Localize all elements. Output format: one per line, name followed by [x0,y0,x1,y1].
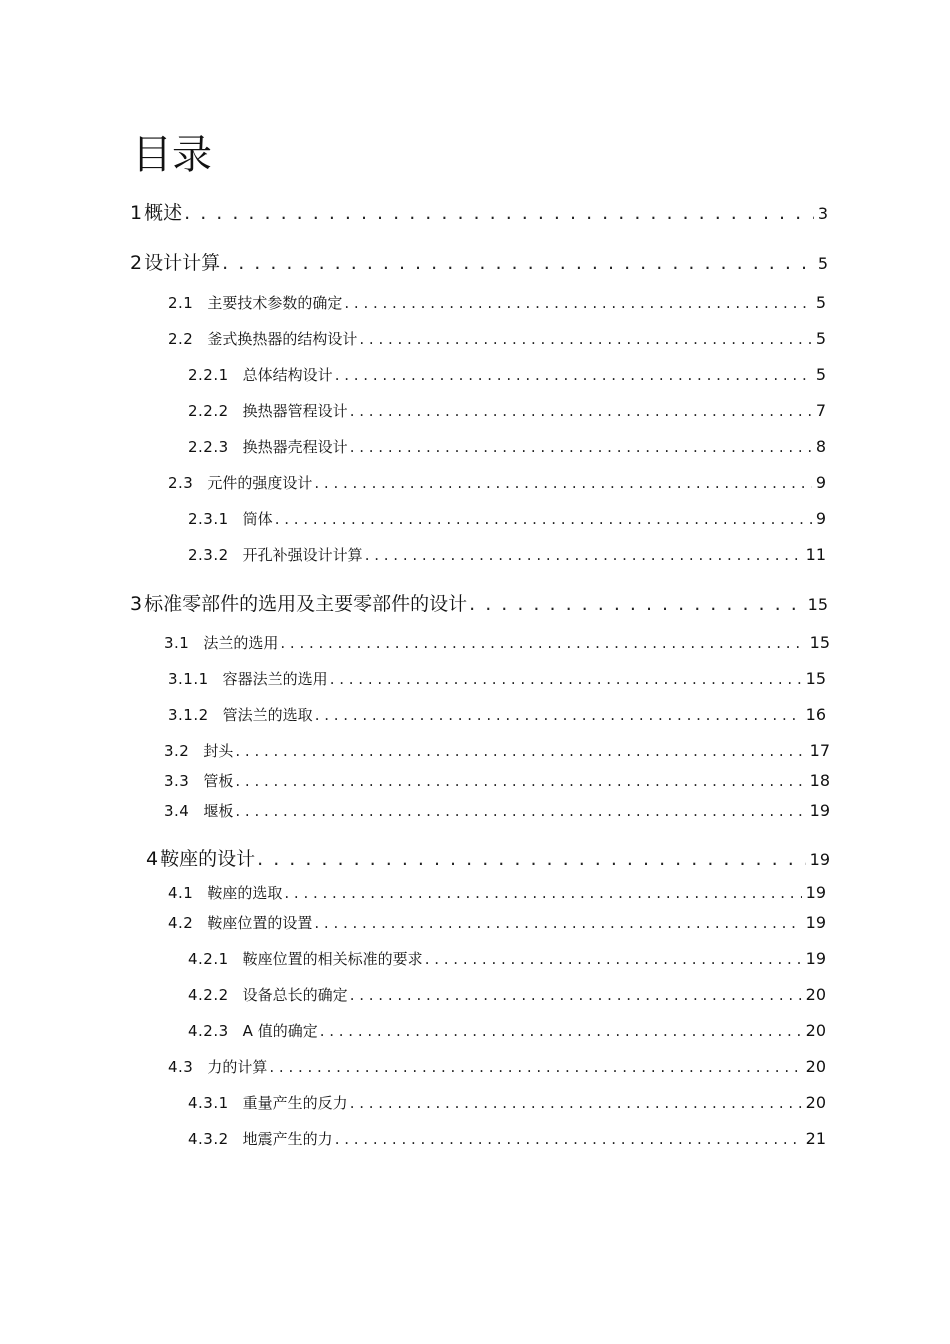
toc-entry-number: 4.2.1 [188,950,229,968]
toc-entry-page: 19 [805,949,826,968]
toc-dot-leader [222,252,814,274]
toc-entry-number: 2.1 [168,294,194,312]
toc-entry-page: 19 [805,883,826,902]
toc-dot-leader [314,914,801,932]
toc-entry[interactable] [188,364,826,385]
toc-entry-page: 19 [809,850,830,869]
toc-entry-page: 3 [817,204,828,223]
toc-entry-page: 18 [809,771,830,790]
toc-entry-label: 重量产生的反力 [242,1094,348,1112]
toc-entry-page: 5 [815,329,826,348]
toc-entry-page: 21 [805,1129,826,1148]
toc-entry-number: 4.1 [168,884,194,902]
toc-entry-page: 15 [805,669,826,688]
toc-dot-leader [344,294,811,312]
toc-entry[interactable] [168,882,826,903]
toc-entry-page: 19 [805,913,826,932]
toc-entry[interactable] [130,248,828,275]
toc-entry-number: 3.1.2 [168,706,209,724]
toc-entry[interactable] [188,1092,826,1113]
toc-entry[interactable] [164,800,830,821]
toc-entry-number: 3 [130,593,143,615]
toc-entry-number: 4.3.1 [188,1094,229,1112]
toc-entry-label: 设备总长的确定 [242,986,348,1004]
toc-entry-label: 换热器管程设计 [242,402,348,420]
toc-entry[interactable] [168,292,826,313]
toc-entry-number: 3.3 [164,772,190,790]
toc-entry-page: 5 [815,293,826,312]
toc-entry-number: 2.3.2 [188,546,229,564]
toc-entry-page: 20 [805,1057,826,1076]
toc-dot-leader [350,1094,802,1112]
toc-entry[interactable] [164,632,830,653]
toc-entry[interactable] [188,436,826,457]
toc-entry[interactable] [130,198,828,225]
toc-entry[interactable] [168,912,826,933]
toc-entry-number: 2.3 [168,474,194,492]
toc-entry-label: 管板 [203,772,234,790]
toc-dot-leader [269,1058,801,1076]
toc-entry-number: 2.2 [168,330,194,348]
toc-entry-label: 概述 [144,202,183,224]
toc-entry[interactable] [168,328,826,349]
toc-entry-label: 鞍座位置的相关标准的要求 [242,950,423,968]
toc-dot-leader [365,546,802,564]
toc-dot-leader [235,802,805,820]
toc-entry[interactable] [188,948,826,969]
toc-dot-leader [350,402,812,420]
toc-dot-leader [235,742,805,760]
toc-entry-label: 元件的强度设计 [207,474,313,492]
toc-entry-number: 4 [146,848,159,870]
toc-dot-leader [315,706,802,724]
toc-entry[interactable] [188,400,826,421]
toc-entry[interactable] [188,1128,826,1149]
toc-entry-page: 15 [809,633,830,652]
toc-entry-number: 4.2.2 [188,986,229,1004]
toc-dot-leader [257,848,806,870]
toc-entry-number: 3.1.1 [168,670,209,688]
toc-entry-number: 2.2.2 [188,402,229,420]
toc-entry-label: 力的计算 [207,1058,268,1076]
page-title: 目录 [132,132,212,178]
toc-entry[interactable] [168,1056,826,1077]
toc-dot-leader [350,986,802,1004]
toc-dot-leader [469,593,804,615]
toc-entry-label: 封头 [203,742,234,760]
toc-entry-label: 釜式换热器的结构设计 [207,330,358,348]
toc-entry-page: 7 [815,401,826,420]
toc-entry-page: 8 [815,437,826,456]
toc-entry-number: 2.2.3 [188,438,229,456]
toc-entry[interactable] [168,668,826,689]
toc-dot-leader [335,1130,802,1148]
toc-entry-label: 管法兰的选取 [222,706,313,724]
toc-entry-number: 3.2 [164,742,190,760]
toc-entry-number: 3.4 [164,802,190,820]
toc-entry-number: 2.3.1 [188,510,229,528]
toc-entry[interactable] [188,1020,826,1041]
toc-entry-label: 总体结构设计 [242,366,333,384]
toc-entry-number: 2 [130,252,143,274]
toc-dot-leader [184,202,814,224]
toc-entry-page: 19 [809,801,830,820]
toc-entry-label: 堰板 [203,802,234,820]
toc-entry[interactable] [164,740,830,761]
toc-entry-page: 20 [805,1021,826,1040]
toc-entry-number: 2.2.1 [188,366,229,384]
toc-entry[interactable] [188,984,826,1005]
toc-dot-leader [335,366,812,384]
toc-entry-label: 鞍座的选取 [207,884,283,902]
toc-entry-label: 筒体 [242,510,273,528]
toc-entry-number: 4.3.2 [188,1130,229,1148]
toc-entry-number: 4.2 [168,914,194,932]
toc-entry-page: 9 [815,473,826,492]
toc-entry[interactable] [130,589,828,616]
toc-entry-page: 17 [809,741,830,760]
toc-dot-leader [320,1022,802,1040]
toc-dot-leader [425,950,802,968]
toc-dot-leader [359,330,811,348]
toc-entry-label: 容器法兰的选用 [222,670,328,688]
toc-entry-label: 换热器壳程设计 [242,438,348,456]
toc-entry-page: 5 [817,254,828,273]
toc-entry-label: 鞍座位置的设置 [207,914,313,932]
toc-entry-label: 开孔补强设计计算 [242,546,363,564]
toc-entry-label: 鞍座的设计 [160,848,256,870]
toc-dot-leader [284,884,801,902]
toc-entry-number: 4.2.3 [188,1022,229,1040]
toc-entry-page: 5 [815,365,826,384]
toc-entry-page: 11 [805,545,826,564]
toc-dot-leader [235,772,805,790]
toc-entry[interactable] [168,472,826,493]
toc-dot-leader [275,510,812,528]
toc-entry-number: 1 [130,202,143,224]
toc-entry-label: 法兰的选用 [203,634,279,652]
toc-entry[interactable] [188,508,826,529]
toc-entry[interactable] [188,544,826,565]
toc-entry[interactable] [164,770,830,791]
toc-entry-page: 20 [805,1093,826,1112]
toc-dot-leader [314,474,811,492]
toc-entry-page: 15 [807,595,828,614]
toc-entry-number: 3.1 [164,634,190,652]
toc-entry-number: 4.3 [168,1058,194,1076]
toc-entry-label: 地震产生的力 [242,1130,333,1148]
toc-dot-leader [330,670,802,688]
toc-entry-label: A 值的确定 [242,1022,318,1040]
toc-entry-label: 标准零部件的选用及主要零部件的设计 [144,593,468,615]
toc-entry-label: 主要技术参数的确定 [207,294,343,312]
toc-entry[interactable] [146,844,830,871]
toc-entry[interactable] [168,704,826,725]
toc-dot-leader [350,438,812,456]
toc-entry-page: 20 [805,985,826,1004]
toc-entry-page: 9 [815,509,826,528]
toc-entry-label: 设计计算 [144,252,221,274]
toc-entry-page: 16 [805,705,826,724]
toc-dot-leader [280,634,805,652]
